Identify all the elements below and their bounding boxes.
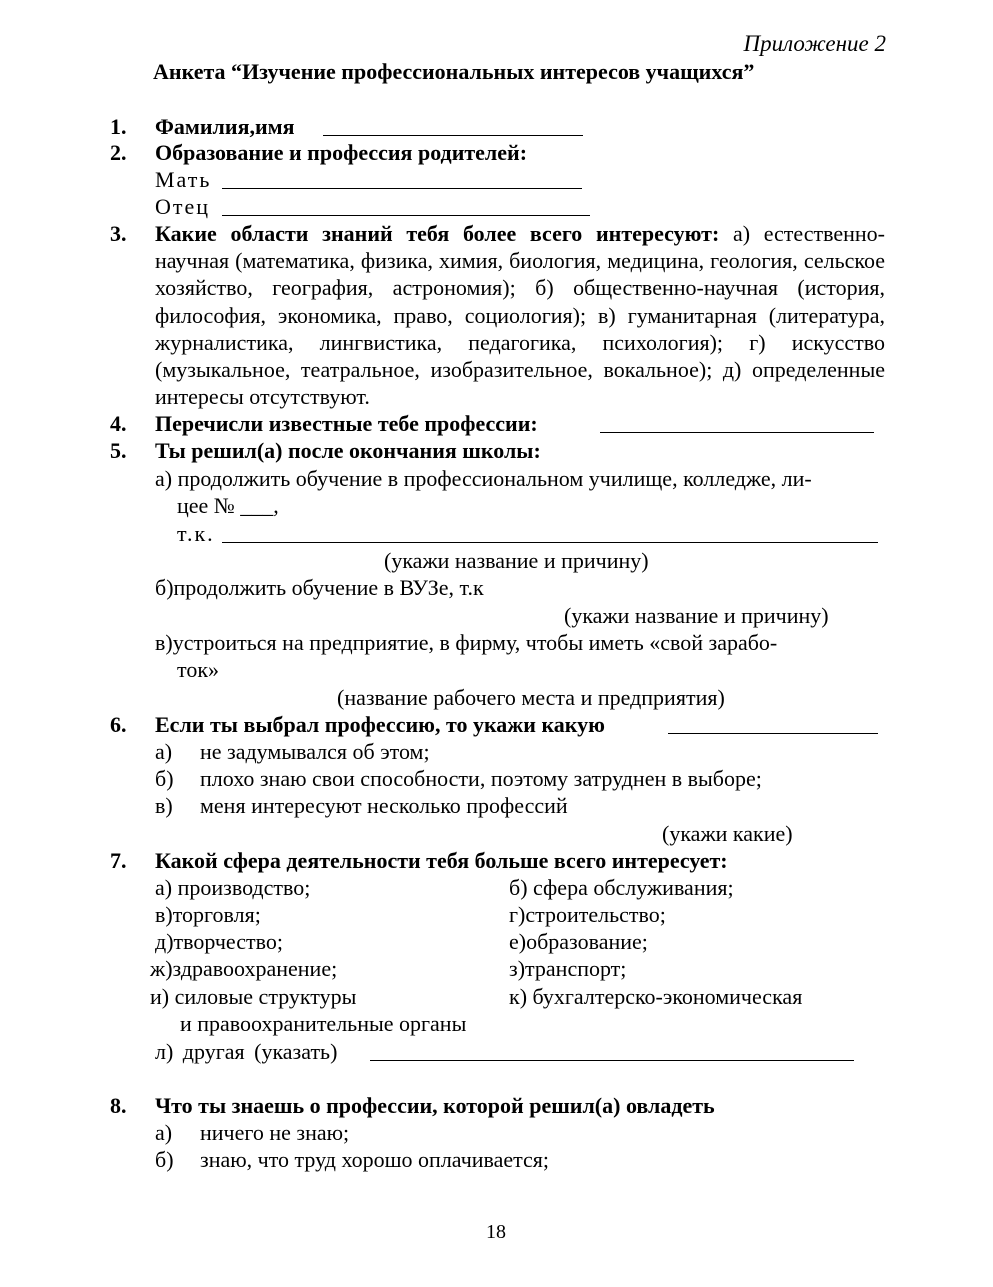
q7-option-production: а) производство; <box>155 875 311 900</box>
q7-option-creativity: д)творчество; <box>155 929 283 954</box>
q8-label: Что ты знаешь о профессии, которой решил(а) овладеть <box>155 1093 715 1118</box>
q8-number: 8. <box>110 1093 127 1118</box>
q2-label: Образование и профессия родителей: <box>155 140 528 165</box>
q6-label: Если ты выбрал профессию, то укажи какую <box>155 712 605 737</box>
q7-number: 7. <box>110 848 127 873</box>
q7-option-security-cont: и правоохранительные органы <box>180 1011 467 1036</box>
q4-label: Перечисли известные тебе профессии: <box>155 411 538 436</box>
document-title: Анкета “Изучение профессиональных интересов учащихся” <box>153 59 755 84</box>
q7-option-education: е)образование; <box>509 929 648 954</box>
q2-number: 2. <box>110 140 127 165</box>
q5-option-a-line2: цее № ___, <box>177 493 279 518</box>
q7-label: Какой сфера деятельности тебя больше всего интересует: <box>155 848 728 873</box>
q7-option-accounting: к) бухгалтерско-экономическая <box>509 984 803 1009</box>
q7-option-transport: з)транспорт; <box>509 956 627 981</box>
q6-option-a-marker: а) <box>155 739 173 764</box>
appendix-label: Приложение 2 <box>743 31 886 56</box>
q4-answer-line[interactable] <box>600 432 874 433</box>
q6-option-c-text: меня интересуют несколько профессий <box>200 793 568 818</box>
q8-option-a-marker: а) <box>155 1120 173 1145</box>
q7-other-line[interactable] <box>370 1060 854 1061</box>
q2-mother-line[interactable] <box>222 188 582 189</box>
q3-text: а) естественно-научная (математика, физика, химия, биология, медицина, геология, сельское хозяйство, география, астрономия); б) общественно-научная (история, философия, экономика, право, социология); в) гуманитарная (литература, журналистика, лингвистика, педагогика, психология); г) искусство (музыкальное, театральное, изобразительное, вокальное); д) определенные интересы отсутствуют. <box>155 221 885 410</box>
q5-option-b: б)продолжить обучение в ВУЗе, т.к <box>155 575 484 600</box>
q8-option-b-text: знаю, что труд хорошо оплачивается; <box>200 1147 550 1172</box>
q6-option-c-marker: в) <box>155 793 173 818</box>
q5-label: Ты решил(а) после окончания школы: <box>155 438 541 463</box>
q2-father-line[interactable] <box>222 215 590 216</box>
q7-option-other: л) другая (указать) <box>155 1039 338 1064</box>
q7-option-healthcare: ж)здравоохранение; <box>150 956 338 981</box>
q2-father-label: Отец <box>155 194 211 219</box>
q5-option-c-line2: ток» <box>177 657 220 682</box>
q4-number: 4. <box>110 411 127 436</box>
q2-mother-label: Мать <box>155 167 212 192</box>
q1-label: Фамилия,имя <box>155 114 295 139</box>
q6-option-b-text: плохо знаю свои способности, поэтому затруднен в выборе; <box>200 766 762 791</box>
q5-hint-1: (укажи название и причину) <box>384 548 649 573</box>
q7-option-security: и) силовые структуры <box>150 984 357 1009</box>
q5-tk-label: т.к. <box>177 521 215 546</box>
q6-answer-line[interactable] <box>668 733 878 734</box>
page-number: 18 <box>486 1221 506 1243</box>
q7-option-construction: г)строительство; <box>509 902 666 927</box>
q3-label: Какие области знаний тебя более всего интересуют: <box>155 221 720 246</box>
q8-option-b-marker: б) <box>155 1147 174 1172</box>
q1-answer-line[interactable] <box>323 135 583 136</box>
q5-hint-2: (укажи название и причину) <box>564 603 829 628</box>
q7-option-trade: в)торговля; <box>155 902 261 927</box>
q6-option-a-text: не задумывался об этом; <box>200 739 430 764</box>
q1-number: 1. <box>110 114 127 139</box>
q6-hint: (укажи какие) <box>662 821 793 846</box>
q5-option-a-line1: а) продолжить обучение в профессиональном училище, колледже, ли- <box>155 466 812 491</box>
q3-number: 3. <box>110 221 127 246</box>
q5-option-a-line[interactable] <box>222 542 878 543</box>
q7-option-services: б) сфера обслуживания; <box>509 875 734 900</box>
q8-option-a-text: ничего не знаю; <box>200 1120 350 1145</box>
q5-option-c-line1: в)устроиться на предприятие, в фирму, чтобы иметь «свой зарабо- <box>155 630 778 655</box>
q5-number: 5. <box>110 438 127 463</box>
q3-paragraph <box>155 220 885 410</box>
q6-option-b-marker: б) <box>155 766 174 791</box>
q6-number: 6. <box>110 712 127 737</box>
q5-hint-3: (название рабочего места и предприятия) <box>337 685 725 710</box>
